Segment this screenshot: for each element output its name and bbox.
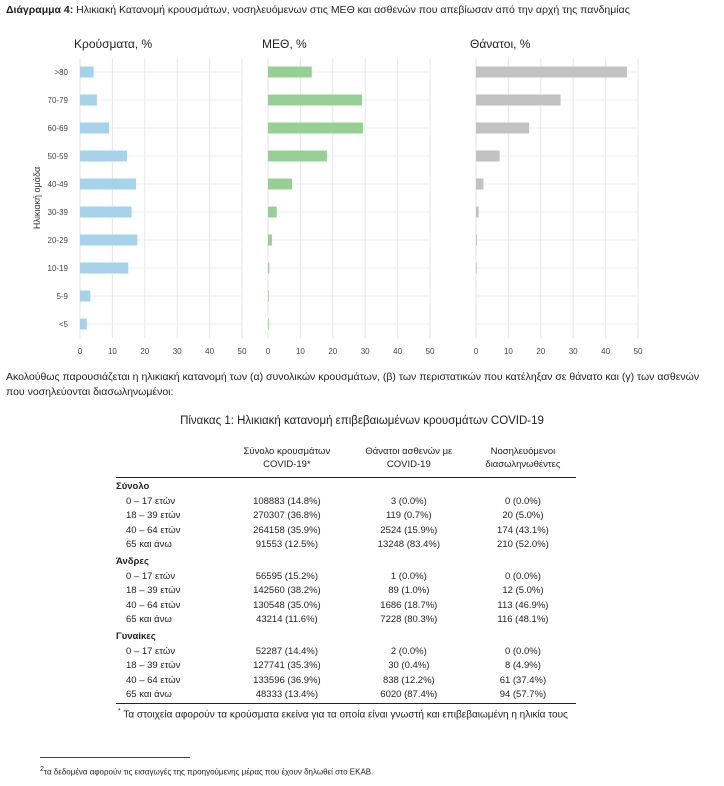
table-group-label: Σύνολο — [116, 481, 150, 492]
cell-intubated: 8 (4.9%) — [504, 660, 541, 672]
cell-deaths: 7228 (80.3%) — [380, 614, 438, 626]
bar — [268, 235, 272, 246]
bar — [80, 67, 94, 78]
cell-cases: 91553 (12.5%) — [255, 539, 319, 551]
cell-cases: 133596 (36.9%) — [253, 674, 321, 686]
cell-intubated: 0 (0.0%) — [504, 645, 541, 657]
x-tick-label: 0 — [77, 347, 83, 356]
bar — [268, 179, 292, 190]
table-title: Πίνακας 1: Ηλικιακή κατανομή επιβεβαιωμένων κρουσμάτων COVID-19 — [180, 415, 544, 427]
y-axis-title: Ηλικιακή ομάδα — [32, 166, 42, 230]
header-deaths-line2: COVID-19 — [386, 459, 431, 470]
cell-age: 40 – 64 ετών — [126, 599, 181, 611]
page-footnote-text: τα δεδομένα αφορούν τις εισαγωγές της προηγούμενης μέρας που έχουν δηλωθεί στο ΕΚΑΒ. — [43, 767, 374, 777]
bar — [268, 319, 269, 330]
table-footnote-text: Τα στοιχεία αφορούν τα κρούσματα εκείνα για τα οποία είναι γνωστή και επιβεβαιωμένη η ηλικία τους — [120, 709, 568, 721]
table-footnote-mark: * — [118, 708, 121, 715]
cell-age: 0 – 17 ετών — [126, 570, 176, 582]
table-row — [116, 613, 576, 628]
figure-caption-text: Ηλικιακή Κατανομή κρουσμάτων, νοσηλευόμενων στις ΜΕΘ και ασθενών που απεβίωσαν από την αρχή της πανδημίας — [73, 4, 630, 16]
cell-age: 18 – 39 ετών — [126, 585, 181, 597]
table-row — [116, 524, 576, 539]
x-tick-label: 20 — [328, 347, 338, 356]
panel-title: ΜΕΘ, % — [262, 37, 307, 51]
panel-title: Κρούσματα, % — [74, 37, 153, 51]
page-footnote-mark: 2 — [40, 766, 44, 773]
bar — [80, 235, 137, 246]
header-deaths — [348, 442, 470, 478]
table-group-row — [116, 553, 576, 570]
header-intubated — [470, 442, 576, 478]
cell-deaths: 13248 (83.4%) — [377, 539, 440, 551]
header-cases — [226, 442, 348, 478]
cell-cases: 108883 (14.8%) — [253, 495, 321, 507]
x-tick-label: 10 — [107, 347, 117, 356]
bar — [80, 263, 128, 274]
bar — [80, 319, 87, 330]
cell-cases: 56595 (15.2%) — [255, 570, 319, 582]
figure-caption — [6, 4, 630, 16]
bar — [476, 207, 479, 218]
x-tick-label: 10 — [295, 347, 305, 356]
bar — [80, 123, 109, 134]
category-label: <5 — [58, 320, 68, 329]
x-tick-label: 10 — [503, 347, 513, 356]
cell-intubated: 210 (52.0%) — [497, 539, 549, 551]
bar — [268, 123, 363, 134]
cell-age: 65 και άνω — [126, 539, 172, 551]
x-tick-label: 20 — [536, 347, 546, 356]
bar — [476, 263, 477, 274]
cell-deaths: 838 (12.2%) — [382, 674, 435, 686]
page-footnote — [40, 766, 373, 777]
cell-deaths: 119 (0.7%) — [385, 510, 432, 522]
x-tick-label: 40 — [205, 347, 215, 356]
cell-deaths: 1 (0.0%) — [390, 570, 427, 582]
table-row — [116, 538, 576, 553]
table-footnote — [118, 708, 568, 720]
age-distribution-charts — [0, 30, 724, 360]
cell-deaths: 89 (1.0%) — [388, 585, 430, 597]
table-row — [116, 584, 576, 599]
x-tick-label: 0 — [265, 347, 271, 356]
header-intubated-line2: διασωληνωθέντες — [485, 459, 561, 470]
header-intubated-line1: Νοσηλευόμενοι — [490, 446, 556, 457]
header-cases-line2: COVID-19* — [263, 459, 311, 470]
cell-intubated: 113 (46.9%) — [497, 599, 549, 611]
header-deaths-line1: Θάνατοι ασθενών με — [365, 446, 453, 457]
cell-deaths: 1686 (18.7%) — [380, 599, 438, 611]
bar — [476, 123, 529, 134]
table-row — [116, 495, 576, 510]
bar — [268, 207, 277, 218]
category-label: 40-49 — [47, 180, 68, 189]
table-row — [116, 659, 576, 674]
cell-cases: 264158 (35.9%) — [253, 524, 321, 536]
bar — [476, 151, 500, 162]
bar — [268, 95, 362, 106]
intro-paragraph: Ακολούθως παρουσιάζεται η ηλικιακή κατανομή των (α) συνολικών κρουσμάτων, (β) των περιστατικών που κατέληξαν σε θάνατο και (γ) των ασθενών που νοσηλεύονται διασωληνωμένοι: — [6, 371, 700, 398]
cell-intubated: 116 (48.1%) — [497, 614, 549, 626]
category-label: 5-9 — [56, 292, 68, 301]
table-group-row — [116, 478, 576, 495]
panel-title: Θάνατοι, % — [470, 37, 531, 51]
header-cases-line1: Σύνολο κρουσμάτων — [243, 446, 331, 457]
x-tick-label: 30 — [568, 347, 578, 356]
cell-age: 40 – 64 ετών — [126, 524, 181, 536]
cell-deaths: 2524 (15.9%) — [380, 524, 438, 536]
cell-deaths: 2 (0.0%) — [390, 645, 427, 657]
cell-cases: 127741 (35.3%) — [253, 660, 321, 672]
age-distribution-table — [116, 442, 576, 704]
cell-deaths: 3 (0.0%) — [390, 495, 427, 507]
cell-intubated: 61 (37.4%) — [499, 674, 547, 686]
cell-intubated: 174 (43.1%) — [497, 524, 549, 536]
x-tick-label: 50 — [237, 347, 247, 356]
cell-deaths: 30 (0.4%) — [388, 660, 430, 672]
table-row — [116, 570, 576, 585]
x-tick-label: 30 — [172, 347, 182, 356]
bar — [80, 95, 97, 106]
figure-caption-label: Διάγραμμα 4: — [6, 4, 74, 16]
table-row — [116, 599, 576, 614]
table-row — [116, 645, 576, 660]
bar — [268, 67, 312, 78]
category-label: 20-29 — [47, 236, 68, 245]
table-body — [116, 478, 576, 704]
category-label: >80 — [54, 68, 68, 77]
bar — [80, 151, 127, 162]
cell-age: 65 και άνω — [126, 614, 172, 626]
cell-deaths: 6020 (87.4%) — [380, 689, 438, 701]
category-label: 60-69 — [47, 124, 68, 133]
x-tick-label: 0 — [473, 347, 479, 356]
footnote-divider — [40, 757, 190, 758]
cell-age: 40 – 64 ετών — [126, 674, 181, 686]
bar — [476, 67, 627, 78]
bar — [476, 235, 477, 246]
cell-cases: 43214 (11.6%) — [256, 614, 318, 626]
x-tick-label: 20 — [140, 347, 150, 356]
table-group-label: Άνδρες — [116, 555, 149, 567]
header-age — [116, 442, 226, 478]
cell-intubated: 0 (0.0%) — [504, 570, 541, 582]
bar — [268, 263, 269, 274]
category-label: 10-19 — [47, 264, 68, 273]
cell-age: 18 – 39 ετών — [126, 510, 181, 522]
table-row — [116, 674, 576, 689]
cell-intubated: 20 (5.0%) — [502, 510, 544, 522]
category-label: 70-79 — [47, 96, 68, 105]
bar — [80, 291, 90, 302]
cell-cases: 130548 (35.0%) — [253, 599, 321, 611]
cell-age: 0 – 17 ετών — [126, 495, 176, 507]
cell-cases: 270307 (36.8%) — [253, 510, 321, 522]
bar — [476, 179, 483, 190]
bar — [80, 179, 136, 190]
x-tick-label: 50 — [633, 347, 643, 356]
table-header-row — [116, 442, 576, 478]
bar — [268, 291, 269, 302]
x-tick-label: 50 — [425, 347, 435, 356]
cell-intubated: 0 (0.0%) — [504, 495, 541, 507]
table-group-label: Γυναίκες — [116, 630, 156, 642]
cell-cases: 142560 (38.2%) — [253, 585, 321, 597]
cell-intubated: 12 (5.0%) — [502, 585, 544, 597]
x-tick-label: 30 — [360, 347, 370, 356]
bar — [476, 95, 561, 106]
table-row — [116, 688, 576, 703]
table-row — [116, 509, 576, 524]
cell-intubated: 94 (57.7%) — [499, 689, 547, 701]
table-group-row — [116, 628, 576, 645]
bar — [268, 151, 327, 162]
bar — [80, 207, 132, 218]
category-label: 50-59 — [47, 152, 68, 161]
cell-age: 65 και άνω — [126, 689, 172, 701]
category-label: 30-39 — [47, 208, 68, 217]
x-tick-label: 40 — [393, 347, 403, 356]
cell-age: 0 – 17 ετών — [126, 645, 176, 657]
cell-age: 18 – 39 ετών — [126, 660, 181, 672]
cell-cases: 48333 (13.4%) — [255, 689, 319, 701]
x-tick-label: 40 — [601, 347, 611, 356]
cell-cases: 52287 (14.4%) — [255, 645, 319, 657]
